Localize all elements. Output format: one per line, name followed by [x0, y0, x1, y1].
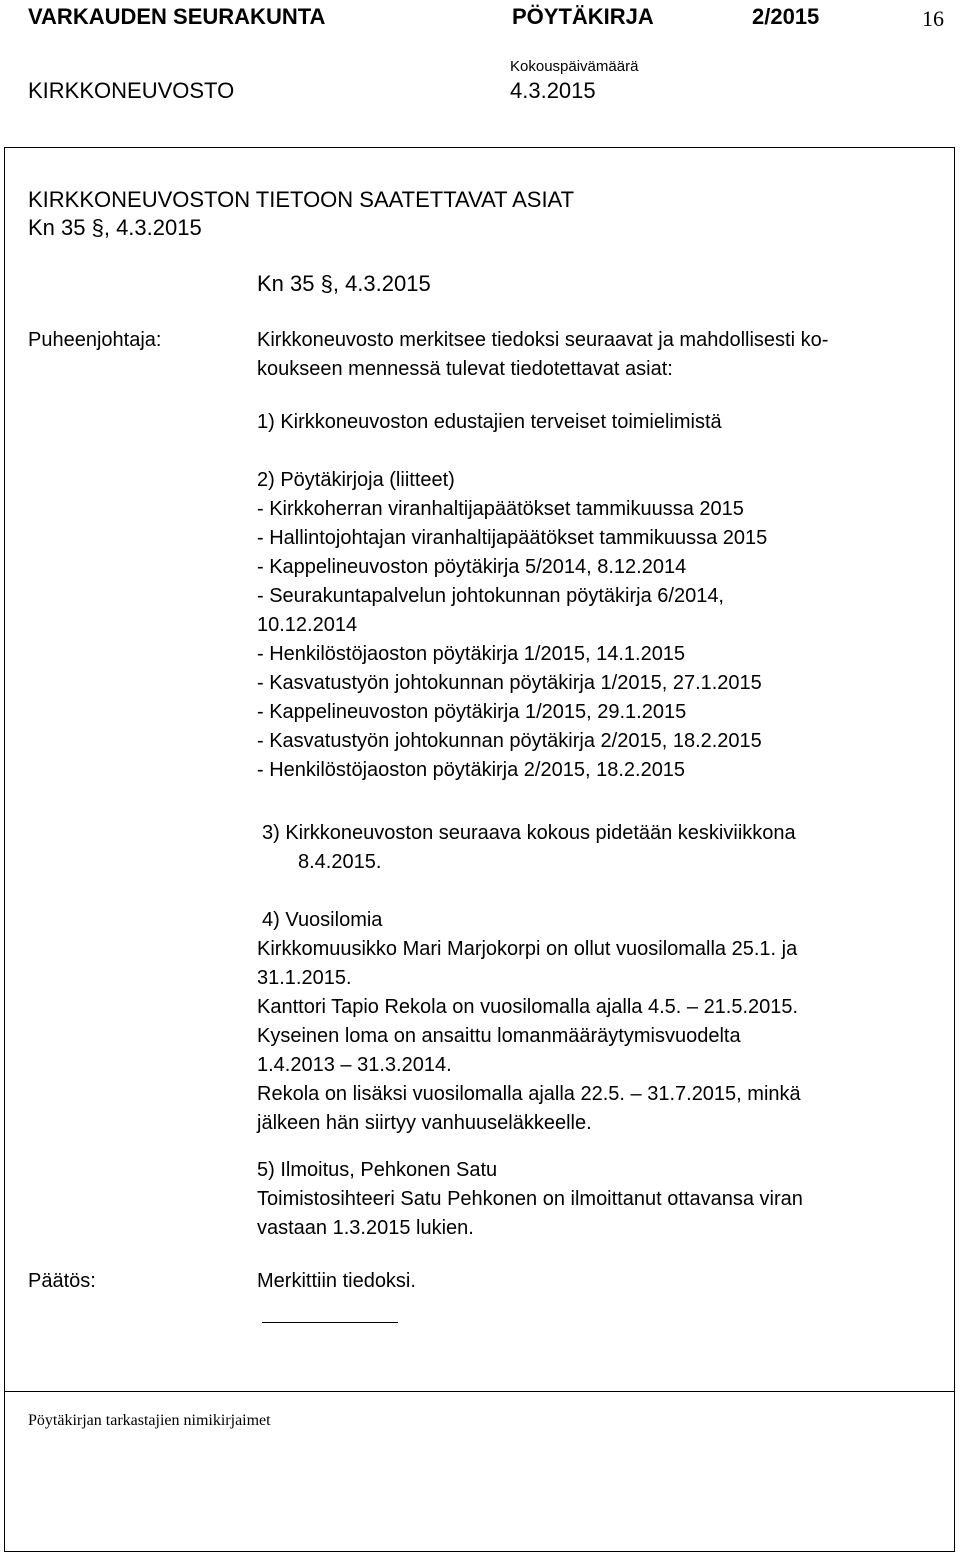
document-type: PÖYTÄKIRJA: [512, 4, 654, 29]
list-item: - Kappelineuvoston pöytäkirja 5/2014, 8.12.2014: [257, 556, 687, 578]
signatures-label: Pöytäkirjan tarkastajien nimikirjaimet: [28, 1412, 271, 1429]
item-3-line: 8.4.2015.: [298, 851, 382, 873]
document-number: 2/2015: [752, 4, 820, 29]
list-item: - Kasvatustyön johtokunnan pöytäkirja 2/2015, 18.2.2015: [257, 730, 762, 752]
item-4-line: Kanttori Tapio Rekola on vuosilomalla ajalla 4.5. – 21.5.2015.: [257, 996, 799, 1018]
item-3: [262, 819, 796, 877]
section-reference: Kn 35 §, 4.3.2015: [28, 215, 202, 240]
item-4-line: Rekola on lisäksi vuosilomalla ajalla 22.5. – 31.7.2015, minkä: [257, 1083, 801, 1105]
item-3-line: 3) Kirkkoneuvoston seuraava kokous pidetään keskiviikkona: [262, 822, 796, 844]
item-2: [257, 466, 767, 785]
list-item: - Kirkkoherran viranhaltijapäätökset tammikuussa 2015: [257, 498, 744, 520]
proposal-text: [257, 326, 828, 384]
item-4-line: jälkeen hän siirtyy vanhuuseläkkeelle.: [257, 1112, 592, 1134]
item-4-line: 31.1.2015.: [257, 967, 352, 989]
list-item: - Henkilöstöjaoston pöytäkirja 1/2015, 14.1.2015: [257, 643, 686, 665]
item-4-title: 4) Vuosilomia: [262, 909, 383, 931]
item-4-body: [257, 935, 801, 1138]
list-item: - Seurakuntapalvelun johtokunnan pöytäkirja 6/2014,: [257, 585, 724, 607]
parish-name: VARKAUDEN SEURAKUNTA: [28, 4, 326, 29]
proposal-line: koukseen mennessä tulevat tiedotettavat asiat:: [257, 358, 673, 380]
meeting-date: 4.3.2015: [510, 78, 596, 103]
section-reference-repeat: Kn 35 §, 4.3.2015: [257, 271, 431, 296]
proposal-line: Kirkkoneuvosto merkitsee tiedoksi seuraavat ja mahdollisesti ko-: [257, 329, 829, 351]
list-item: - Kasvatustyön johtokunnan pöytäkirja 1/2015, 27.1.2015: [257, 672, 762, 694]
item-4-line: Kirkkomuusikko Mari Marjokorpi on ollut vuosilomalla 25.1. ja: [257, 938, 798, 960]
section-title: KIRKKONEUVOSTON TIETOON SAATETTAVAT ASIAT: [28, 187, 575, 212]
decision-text: Merkittiin tiedoksi.: [257, 1270, 416, 1292]
item-2-title: 2) Pöytäkirjoja (liitteet): [257, 469, 455, 491]
footer-divider: [4, 1391, 955, 1392]
item-5-line: vastaan 1.3.2015 lukien.: [257, 1217, 474, 1239]
decision-label: Päätös:: [28, 1270, 96, 1292]
item-5-line: Toimistosihteeri Satu Pehkonen on ilmoittanut ottavansa viran: [257, 1188, 803, 1210]
meeting-date-label: Kokouspäivämäärä: [510, 58, 639, 75]
item-1: 1) Kirkkoneuvoston edustajien terveiset toimielimistä: [257, 411, 722, 433]
list-item: 10.12.2014: [257, 614, 358, 636]
proposal-label: Puheenjohtaja:: [28, 329, 162, 351]
list-item: - Hallintojohtajan viranhaltijapäätökset tammikuussa 2015: [257, 527, 768, 549]
list-item: - Kappelineuvoston pöytäkirja 1/2015, 29.1.2015: [257, 701, 687, 723]
item-4-line: 1.4.2013 – 31.3.2014.: [257, 1054, 452, 1076]
governing-body: KIRKKONEUVOSTO: [28, 78, 235, 103]
signature-line: [262, 1322, 398, 1323]
item-5: [257, 1156, 803, 1243]
list-item: - Henkilöstöjaoston pöytäkirja 2/2015, 18.2.2015: [257, 759, 686, 781]
page-number: 16: [922, 6, 944, 31]
item-4-line: Kyseinen loma on ansaittu lomanmääräytymisvuodelta: [257, 1025, 741, 1047]
item-5-title: 5) Ilmoitus, Pehkonen Satu: [257, 1159, 498, 1181]
